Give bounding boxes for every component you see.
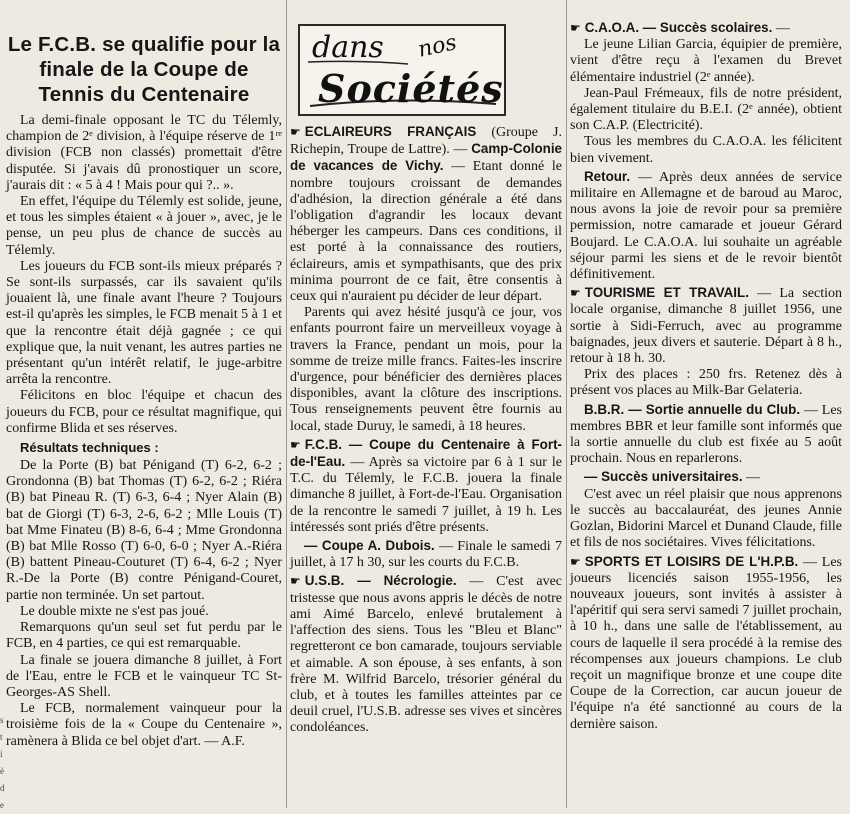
section-title: ECLAIREURS FRANÇAIS — [304, 124, 477, 139]
section-tourisme — [570, 285, 842, 367]
section-bbr — [570, 402, 842, 468]
pointing-hand-icon: ☛ — [290, 437, 301, 452]
pointing-hand-icon: ☛ — [290, 574, 301, 589]
paragraph: Les joueurs du FCB sont-ils mieux préparés ? Se sont-ils surpassés, car ils savaient qu'ils jouaient là, une finale avant l'heure ? Toujours est-il qu'après les simples, le FCB menait 5 à 1 et que la rencontre était déjà gagnée ; ce qui explique que, la nuit venant, les autres parties ne présentant qu'un intérêt relatif, le juge-arbitre arrêta la rencontre. — [6, 258, 282, 388]
section-usb — [290, 573, 562, 736]
section-title: Retour. — [584, 168, 631, 184]
section-subtitle: (Groupe J. Richepin, Troupe de Lattre). — — [290, 125, 562, 158]
cropped-edge-letters: s t i è d e — [0, 715, 5, 810]
section-body: — Les membres BBR et leur famille sont informés que la sortie annuelle du club est fixée au 5 août prochain. Nous en reparlerons. — [570, 402, 842, 467]
column-right — [570, 0, 842, 733]
section-retour — [570, 169, 842, 283]
section-heading: Camp-Colonie de vacances de Vichy. — [290, 141, 562, 174]
section-body: — Après deux années de service militaire en Allemagne et de baroud au Maroc, nous avons la joie de revoir pour sa première permission, notre camarade et joueur Gérard Boujard. Le C.A.O.A. lui souhaite un agréable séjour parmi les siens et de le revoir bientôt définitivement. — [570, 169, 842, 283]
pointing-hand-icon: ☛ — [570, 21, 581, 35]
section-title: B.B.R. — Sortie annuelle du Club. — [584, 401, 801, 417]
section-title: — Succès universitaires. — [584, 469, 743, 485]
paragraph: Tous les membres du C.A.O.A. les félicitent bien vivement. — [570, 134, 842, 166]
section-title: SPORTS ET LOISIRS DE L'H.P.B. — [584, 553, 799, 569]
paragraph: La finale se jouera dimanche 8 juillet, à Fort de l'Eau, entre le FCB et le vainqueur TC St-Georges-AS Shell. — [6, 652, 282, 700]
section-tail: — — [742, 470, 761, 486]
paragraph: Parents qui avez hésité jusqu'à ce jour, vos enfants pourront faire un merveilleux voyage à travers la France, pendant un mois, pour la somme de treize mille francs. Faites-les inscrire d'urgence, pour bénéficier des dernières places disponibles, avant la clôture des inscriptions. Tous renseignements peuvent être fournis au local, stade Duruy, le samedi, à 18 heures. — [290, 305, 562, 434]
section-fcb — [290, 437, 562, 536]
article-tennis — [6, 0, 282, 750]
section-title: U.S.B. — Nécrologie. — [304, 573, 457, 589]
column-rule-2 — [566, 0, 567, 808]
section-body: — Finale le samedi 7 juillet, à 17 h 30, sur les courts du F.C.B. — [290, 539, 562, 571]
paragraph: Prix des places : 250 frs. Retenez dès à présent vos places au Milk-Bar Gelateria. — [570, 367, 842, 399]
section-universitaires — [570, 469, 842, 486]
paragraph: C'est avec un réel plaisir que nous apprenons le succès au baccalauréat, des jeunes Annie Gozlan, Bidorini Marcel et Dunand Claude, fille et fils de nos sociétaires. Vives félicitations. — [570, 486, 842, 551]
paragraph: En effet, l'équipe du Télemly est solide, jeune, et tous les simples étaient « à jouer », avec, je le pense, un peu plus de chance de succès au Télemly. — [6, 194, 282, 258]
section-body: — Les joueurs licenciés saison 1955-1956, les nouveaux joueurs, sont invités à assister à l'apéritif qui sera servi samedi 7 juillet prochain, à 10 h., dans une salle de l'établissement, au cours de laquelle il sera procédé à la remise des récompenses aux joueurs champions. Le club reçoit un magnifique bronze et une coupe dite Coupe de la Correction, car aucun joueur de l'équipe n'a été sanctionné au cours de la dernière saison. — [570, 554, 843, 732]
pointing-hand-icon: ☛ — [570, 554, 581, 569]
section-caoa — [570, 20, 842, 37]
paragraph: Le double mixte ne s'est pas joué. — [20, 603, 209, 619]
paragraph: Jean-Paul Frémeaux, fils de notre président, également titulaire du B.E.I. (2ᵉ année), obtient son C.A.P. (Electricité). — [570, 85, 842, 134]
logo-word-dans: dans — [312, 30, 384, 65]
paragraph: Le jeune Lilian Garcia, équipier de première, vient d'être reçu à l'examen du Brevet élémentaire industriel (2ᵉ année). — [570, 37, 842, 85]
results-paragraph: De la Porte (B) bat Pénigand (T) 6-2, 6-2 ; Grondonna (B) bat Thomas (T) 6-2, 6-2 ; Riéra (B) bat Pineau R. (T) 6-3, 6-4 ; Nyer Alain (B) bat de Giorgi (T) 6-3, 2-6, 6-2 ; Mlle Louis (T) bat Mme Finateu (B) 8-6, 6-4 ; Mme Grondonna (B) bat Mlle Rosso (T) 6-0, 6-0 ; Nyer A.-Riéra (B) battent Pineau-Couturet (T) 6-4, 6-2 ; Nyer R.-De la Porte (B) contre Pénigand-Couret, partie non terminée. Un set partout. — [6, 458, 282, 603]
pointing-hand-icon: ☛ — [290, 125, 301, 139]
pointing-hand-icon: ☛ — [570, 286, 581, 301]
results-heading: Résultats techniques : — [20, 440, 159, 456]
section-body: — La section locale organise, dimanche 8 juillet 1956, une sortie à Sidi-Ferruch, avec au programme baignades, jeux divers et sauterie. Départ à 8 h., retour à 18 h. 30. — [570, 286, 842, 367]
column-societes — [290, 0, 562, 737]
paragraph: Le FCB, normalement vainqueur pour la troisième fois de la « Coupe du Centenaire », ramènera à Blida ce bel objet d'art. — A.F. — [6, 701, 282, 749]
logo-word-societes: Sociétés — [318, 66, 504, 111]
section-body: — Etant donné le nombre toujours croissant de demandes d'adhésion, la direction générale a été dans l'obligation d'agrandir les locaux devant héberger les campeurs. Dans ces conditions, il est porté à la connaissance des routiers, éclaireurs, amis et sympathisants, que des prix minima pourront de ce fait, être consentis à ceux qui n'auraient pu décider de leur départ. — [290, 159, 562, 305]
column-rule-1 — [286, 0, 287, 808]
section-tail: — — [772, 21, 790, 36]
section-hpb — [570, 554, 842, 733]
paragraph: Félicitons en bloc l'équipe et chacun des joueurs du FCB, pour ce résultat magnifique, qui confirme Blida et ses réserves. — [6, 388, 282, 436]
section-title: F.C.B. — Coupe du Centenaire à Fort-de-l'Eau. — [290, 436, 562, 470]
paragraph: Remarquons qu'un seul set fut perdu par le FCB, en 4 parties, ce qui est remarquable. — [6, 620, 282, 652]
section-title: — Coupe A. Dubois. — [304, 538, 435, 554]
section-eclaireurs — [290, 124, 562, 305]
dans-nos-societes-logo — [298, 24, 506, 116]
paragraph: La demi-finale opposant le TC du Télemly, champion de 2ᵉ division, à l'équipe réserve de 1ʳᵉ division (FCB non classés) promettait d'être disputée. Si j'avais dû pronostiquer un score, j'aurais dit : « 5 à 4 ! Mais pour qui ?.. ». — [6, 113, 282, 193]
section-title: TOURISME ET TRAVAIL. — [584, 285, 749, 301]
logo-word-nos: nos — [415, 30, 459, 63]
section-title: C.A.O.A. — Succès scolaires. — [584, 20, 773, 35]
section-body: — Après sa victoire par 6 à 1 sur le T.C. du Télemly, le F.C.B. jouera la finale dimanche 8 juillet, à Fort-de-l'Eau. Organisation de la rencontre le samedi 7 juillet, à 19 h. Les intéressés sont priés d'être présents. — [290, 455, 562, 535]
section-coupe-dubois — [290, 538, 562, 571]
article-headline: Le F.C.B. se qualifie pour la finale de la Coupe de Tennis du Centenaire — [7, 33, 281, 106]
section-body: — C'est avec tristesse que nous avons appris le décès de notre ami Aimé Barcelo, enlevé brutalement à l'affection des siens. Tous les "Bleu et Blanc" regretteront ce bon camarade, toujours serviable et aimable. A son épouse, à ses enfants, à son frère M. Wilfrid Barcelo, trésorier général du club, et à toutes les familles atteintes par ce deuil cruel, l'U.S.B. adresse ses vives et sincères condoléances. — [290, 574, 562, 736]
